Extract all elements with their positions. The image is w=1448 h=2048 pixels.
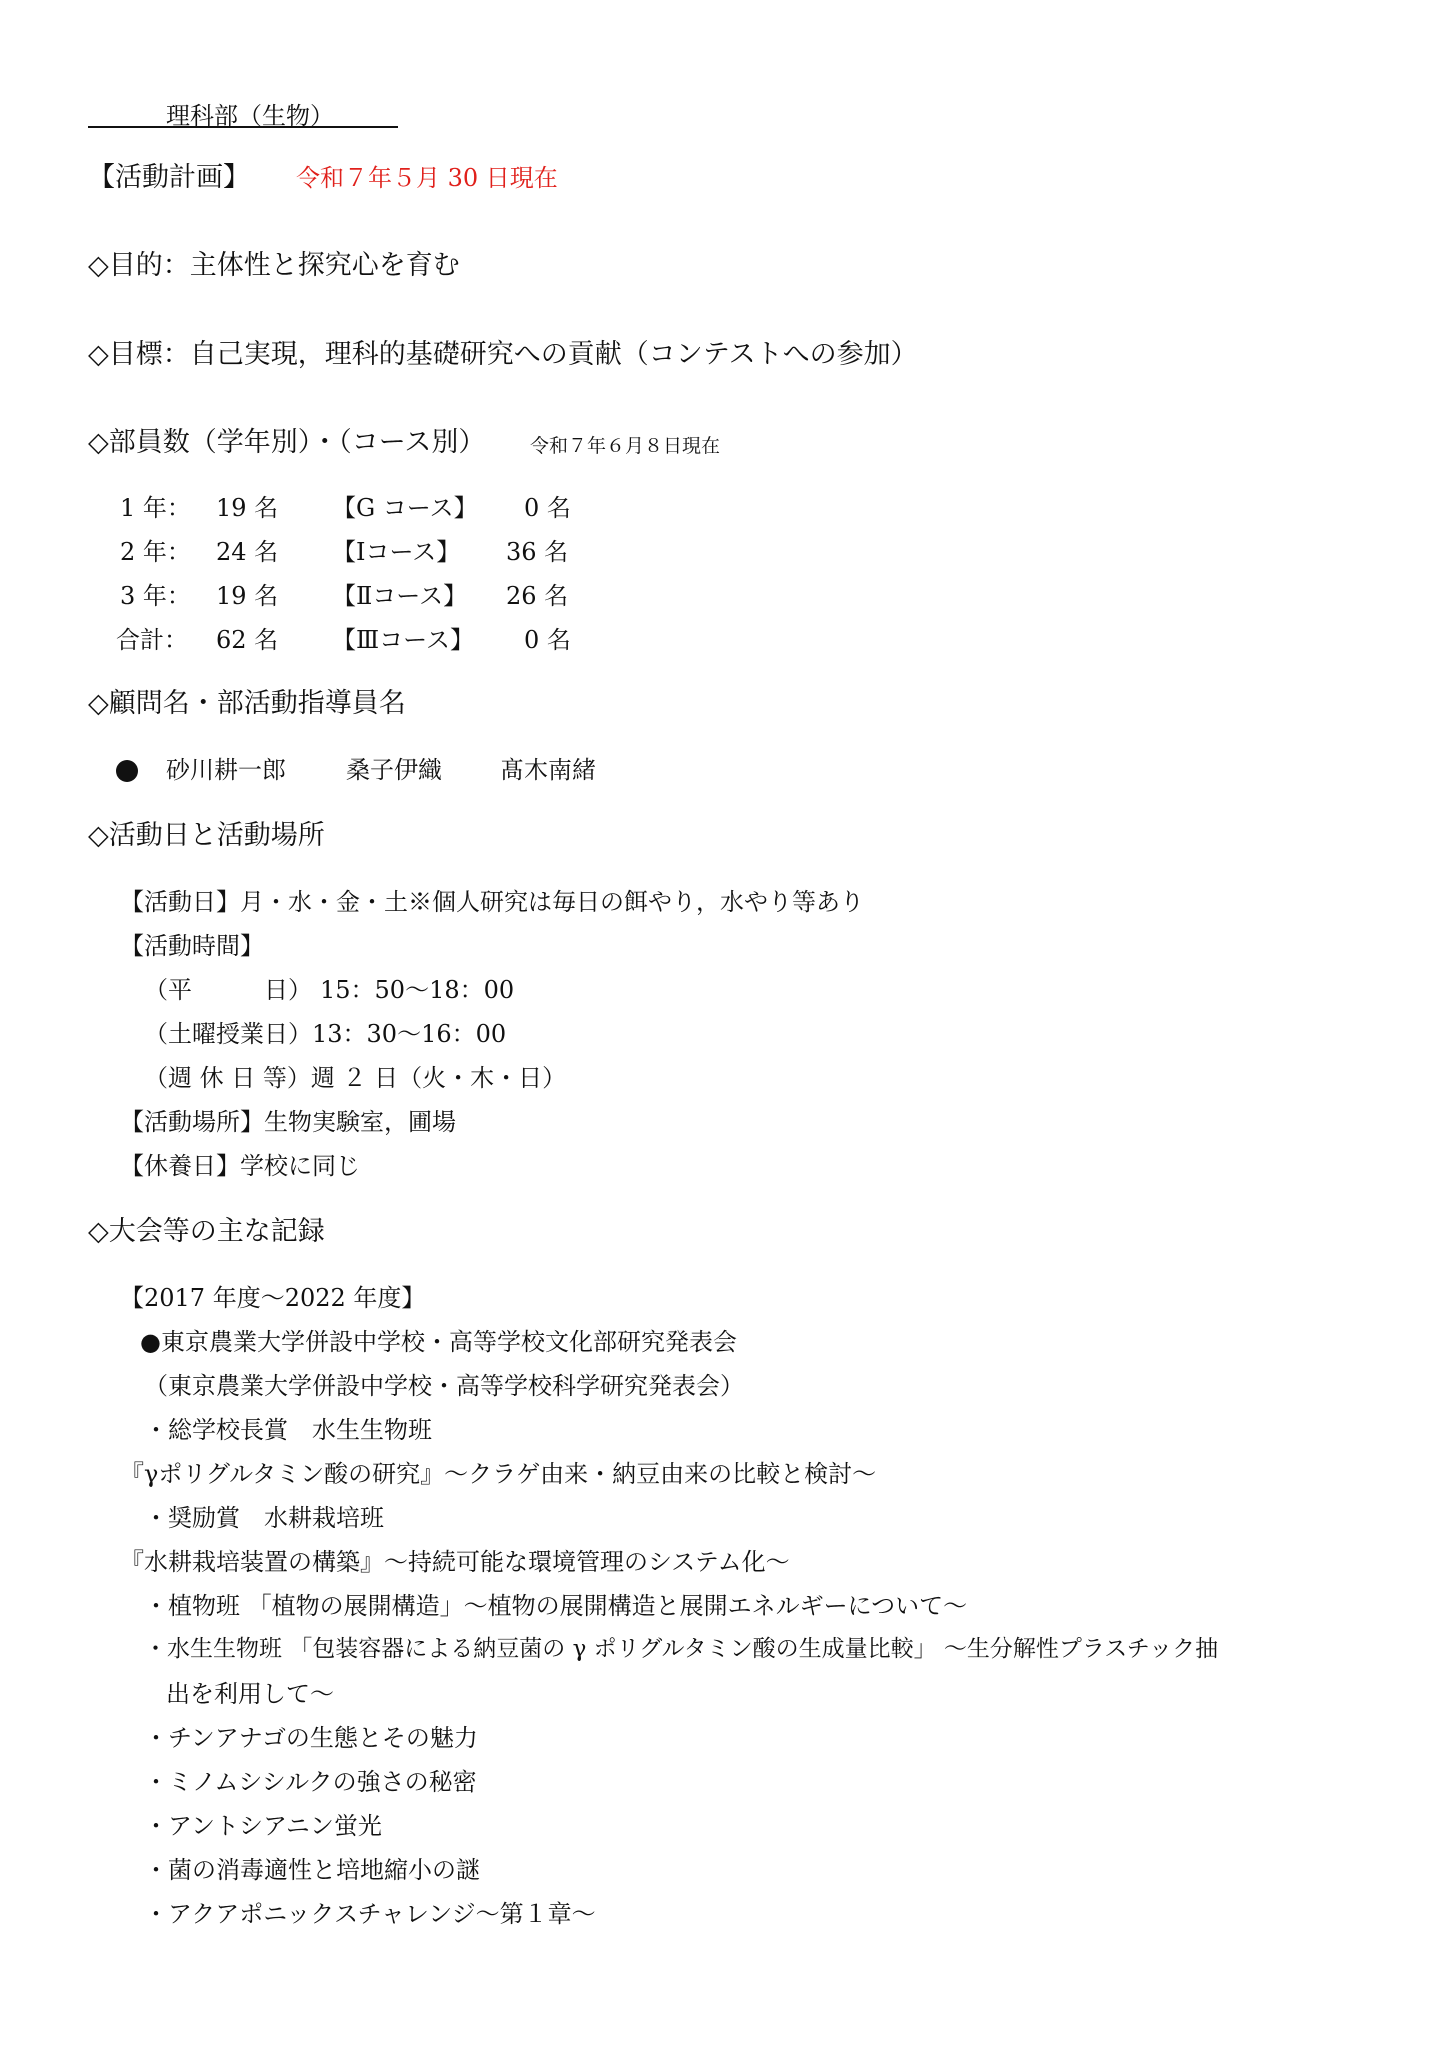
record-item: ・アクアポニックスチャレンジ〜第１章〜 [144, 1900, 596, 1928]
record-item: ・総学校長賞 水生生物班 [144, 1416, 432, 1444]
total-count: 62 名 [216, 626, 279, 654]
advisor-name-3: 髙木南緒 [500, 756, 596, 784]
activity-time-label: 【活動時間】 [120, 932, 264, 960]
course-3-label: 【Ⅲコース】 [332, 626, 474, 654]
course-1-label: 【Ⅰコース】 [332, 538, 461, 566]
grade-3-count: 19 名 [216, 582, 279, 610]
weekday-time: 15：50〜18：00 [320, 976, 515, 1004]
page-title: 理科部（生物） [166, 102, 334, 130]
grade-1-label: 1 年： [120, 494, 191, 522]
course-g-label: 【G コース】 [332, 494, 478, 522]
course-3-count: 0 名 [524, 626, 571, 654]
course-2-label: 【Ⅱコース】 [332, 582, 468, 610]
grade-3-label: 3 年： [120, 582, 191, 610]
title-underline [88, 94, 398, 128]
plan-date: 令和７年５月 30 日現在 [296, 164, 558, 192]
records-heading: ◇大会等の主な記録 [88, 1216, 325, 1247]
activity-place: 【活動場所】生物実験室，圃場 [120, 1108, 456, 1136]
goal: ◇目標：自己実現，理科的基礎研究への貢献（コンテストへの参加） [88, 339, 918, 370]
saturday-time: （土曜授業日）13：30〜16：00 [144, 1020, 507, 1048]
plan-label: 【活動計画】 [88, 162, 250, 193]
record-item: ・菌の消毒適性と培地縮小の謎 [144, 1856, 480, 1884]
record-item: 『水耕栽培装置の構築』〜持続可能な環境管理のシステム化〜 [120, 1548, 790, 1576]
weekly-rest: （週 休 日 等）週 ２ 日（火・木・日） [144, 1064, 567, 1092]
course-g-count: 0 名 [524, 494, 571, 522]
record-item: 『γポリグルタミン酸の研究』〜クラゲ由来・納豆由来の比較と検討〜 [120, 1460, 877, 1488]
records-period: 【2017 年度〜2022 年度】 [120, 1284, 426, 1312]
record-item: ・ミノムシシルクの強さの秘密 [144, 1768, 477, 1796]
records-event: ●東京農業大学併設中学校・高等学校文化部研究発表会 [140, 1328, 737, 1356]
weekday-label: （平 日） [144, 976, 312, 1004]
record-item: ・チンアナゴの生態とその魅力 [144, 1724, 478, 1752]
advisor-name-1: 砂川耕一郎 [166, 756, 286, 784]
advisor-name-2: 桑子伊織 [346, 756, 442, 784]
activity-days: 【活動日】月・水・金・土※個人研究は毎日の餌やり，水やり等あり [120, 888, 864, 916]
grade-1-count: 19 名 [216, 494, 279, 522]
bullet-icon [116, 760, 138, 782]
purpose: ◇目的：主体性と探究心を育む [88, 250, 460, 281]
record-item: ・植物班 「植物の展開構造」〜植物の展開構造と展開エネルギーについて〜 [144, 1592, 968, 1620]
total-label: 合計： [116, 626, 188, 654]
record-item: 出を利用して〜 [166, 1680, 334, 1708]
grade-2-label: 2 年： [120, 538, 191, 566]
course-2-count: 26 名 [506, 582, 569, 610]
members-date: 令和７年６月８日現在 [530, 435, 721, 457]
course-1-count: 36 名 [506, 538, 569, 566]
records-event-sub: （東京農業大学併設中学校・高等学校科学研究発表会） [144, 1372, 744, 1400]
rest-day: 【休養日】学校に同じ [120, 1152, 360, 1180]
activity-heading: ◇活動日と活動場所 [88, 820, 325, 851]
grade-2-count: 24 名 [216, 538, 279, 566]
record-item: ・水生生物班 「包装容器による納豆菌の γ ポリグルタミン酸の生成量比較」 〜生分解性プラスチック抽 [144, 1636, 1219, 1662]
record-item: ・奨励賞 水耕栽培班 [144, 1504, 384, 1532]
members-heading: ◇部員数（学年別）・（コース別） [88, 427, 486, 458]
record-item: ・アントシアニン蛍光 [144, 1812, 382, 1840]
advisors-heading: ◇顧問名・部活動指導員名 [88, 688, 406, 719]
